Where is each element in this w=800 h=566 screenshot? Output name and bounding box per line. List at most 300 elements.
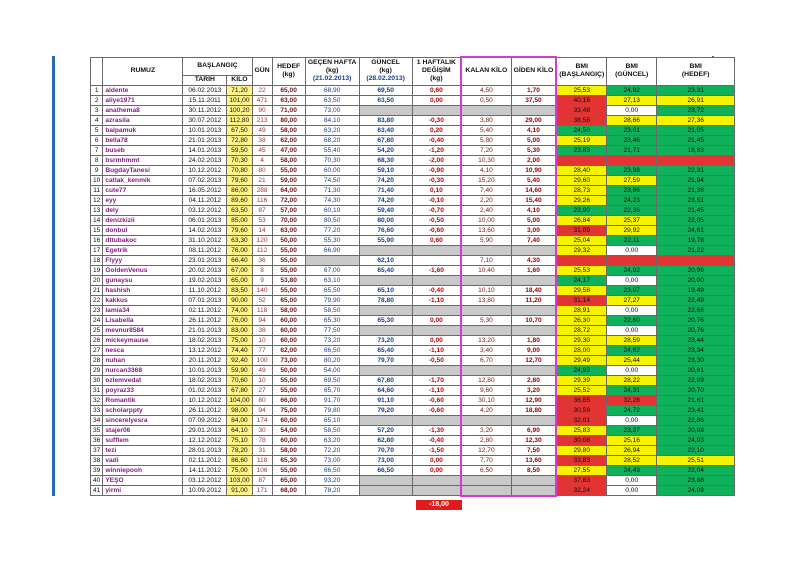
gecen-hafta-cell: 84,10	[305, 115, 359, 125]
bmi-hedef-cell: 23,88	[657, 475, 735, 485]
rumuz-cell: buseb	[103, 145, 183, 155]
bmi-guncel-cell: 22,11	[607, 235, 657, 245]
table-row	[91, 435, 735, 445]
bmi-baslangic-cell: 32,01	[556, 415, 606, 425]
left-edge-bar	[52, 56, 55, 496]
row-index: 8	[91, 155, 103, 165]
rumuz-cell: cute77	[103, 185, 183, 195]
hedef-cell: 73,00	[272, 355, 305, 365]
bmi-hedef-header	[657, 57, 735, 85]
giden-cell: 4,30	[511, 255, 556, 265]
table-row	[91, 255, 735, 265]
hedef-cell: 55,00	[272, 265, 305, 275]
gun-cell: 140	[252, 285, 272, 295]
giden-cell	[511, 485, 556, 496]
kilo-cell: 98,00	[227, 405, 252, 415]
haftalik-cell: -0,30	[412, 175, 461, 185]
bmi-baslangic-cell: 32,24	[556, 485, 606, 496]
kalan-cell: 7,10	[461, 255, 511, 265]
gecen-hafta-cell: 73,00	[305, 455, 359, 465]
gecen-hafta-unit: (kg)	[325, 67, 339, 74]
guncel-cell: 55,90	[359, 235, 412, 245]
bmi-baslangic-sub: (BAŞLANGIÇ)	[559, 71, 605, 78]
guncel-cell: 74,20	[359, 195, 412, 205]
rumuz-cell: balpamuk	[103, 125, 183, 135]
giden-cell	[511, 245, 556, 255]
haftalik-cell: -0,30	[412, 115, 461, 125]
bmi-baslangic-cell: 25,19	[556, 135, 606, 145]
rumuz-cell: hashish	[103, 285, 183, 295]
haftalik-cell: -0,60	[412, 395, 461, 405]
kalan-cell: 10,30	[461, 155, 511, 165]
gecen-hafta-cell: 65,70	[305, 385, 359, 395]
hedef-cell: 58,00	[272, 155, 305, 165]
gecen-hafta-cell: 73,00	[305, 105, 359, 115]
kilo-cell: 91,00	[227, 485, 252, 496]
kilo-cell: 63,50	[227, 205, 252, 215]
haftalik-title: 1 HAFTALIK DEĞİŞİM	[416, 59, 456, 74]
rumuz-cell: dttubakoc	[103, 235, 183, 245]
row-index: 18	[91, 255, 103, 265]
haftalik-cell: -0,70	[412, 205, 461, 215]
giden-cell: 6,90	[511, 425, 556, 435]
row-index: 36	[91, 435, 103, 445]
bmi-baslangic-cell: 29,58	[556, 285, 606, 295]
bmi-guncel-cell: 22,36	[607, 205, 657, 215]
row-index: 19	[91, 265, 103, 275]
rumuz-cell: GoldenVenus	[103, 265, 183, 275]
kalan-cell: 2,20	[461, 195, 511, 205]
gun-cell: 171	[252, 485, 272, 496]
tarih-cell: 19.02.2013	[183, 275, 227, 285]
rumuz-cell: YEŞO	[103, 475, 183, 485]
haftalik-cell: -1,60	[412, 265, 461, 275]
kalan-cell: 10,40	[461, 265, 511, 275]
gecen-hafta-cell: 66,50	[305, 465, 359, 475]
row-index: 13	[91, 205, 103, 215]
bmi-baslangic-cell: 29,49	[556, 355, 606, 365]
bmi-guncel-cell: 23,98	[607, 165, 657, 175]
bmi-hedef-cell: 22,10	[657, 445, 735, 455]
tarih-cell: 21.01.2013	[183, 325, 227, 335]
haftalik-cell: -0,90	[412, 165, 461, 175]
hedef-cell: 50,00	[272, 365, 305, 375]
tarih-cell: 23.01.2013	[183, 255, 227, 265]
table-row	[91, 125, 735, 135]
bmi-guncel-header	[607, 57, 657, 85]
tarih-cell: 10.12.2012	[183, 395, 227, 405]
gun-cell: 288	[252, 185, 272, 195]
gecen-hafta-cell: 68,20	[305, 135, 359, 145]
kalan-cell: 7,70	[461, 455, 511, 465]
kilo-cell: 75,00	[227, 465, 252, 475]
guncel-cell: 76,60	[359, 225, 412, 235]
kalan-cell: 13,20	[461, 335, 511, 345]
bmi-hedef-cell: 24,09	[657, 485, 735, 496]
row-index: 22	[91, 295, 103, 305]
bmi-guncel-cell: 0,00	[607, 275, 657, 285]
gecen-hafta-cell: 79,90	[305, 295, 359, 305]
hedef-cell: 65,00	[272, 295, 305, 305]
giden-cell	[511, 275, 556, 285]
kalan-cell: 5,90	[461, 235, 511, 245]
gun-cell: 78	[252, 435, 272, 445]
kilo-cell: 74,00	[227, 305, 252, 315]
bmi-guncel-cell: 27,27	[607, 295, 657, 305]
guncel-cell: 80,00	[359, 215, 412, 225]
tarih-cell: 18.02.2013	[183, 335, 227, 345]
guncel-cell: 63,50	[359, 95, 412, 105]
gun-cell: 10	[252, 375, 272, 385]
bmi-hedef-cell: 21,45	[657, 135, 735, 145]
gecen-hafta-cell: 63,50	[305, 95, 359, 105]
haftalik-cell	[412, 475, 461, 485]
guncel-cell: 68,30	[359, 155, 412, 165]
haftalik-cell: -1,70	[412, 375, 461, 385]
haftalik-cell	[412, 305, 461, 315]
hedef-cell: 53,80	[272, 275, 305, 285]
hedef-cell: 68,00	[272, 485, 305, 496]
bmi-hedef-cell: 23,51	[657, 195, 735, 205]
giden-cell: 12,70	[511, 355, 556, 365]
gun-cell: 49	[252, 125, 272, 135]
bmi-guncel-cell: 24,72	[607, 405, 657, 415]
hedef-cell: 70,00	[272, 215, 305, 225]
gecen-hafta-cell: 65,50	[305, 285, 359, 295]
gecen-hafta-cell: 70,30	[305, 155, 359, 165]
haftalik-cell: -0,40	[412, 135, 461, 145]
hedef-cell: 58,00	[272, 305, 305, 315]
gun-cell: 90	[252, 105, 272, 115]
bmi-hedef-cell: 19,78	[657, 235, 735, 245]
kalan-cell: 2,80	[461, 435, 511, 445]
rumuz-cell: anathema8	[103, 105, 183, 115]
tarih-cell: 14.11.2012	[183, 465, 227, 475]
rumuz-cell: azrasila	[103, 115, 183, 125]
haftalik-cell: 0,20	[412, 125, 461, 135]
kalan-cell: 7,40	[461, 185, 511, 195]
bmi-hedef-cell: 20,81	[657, 365, 735, 375]
kilo-cell: 70,60	[227, 375, 252, 385]
row-index: 15	[91, 225, 103, 235]
gecen-hafta-title: GEÇEN HAFTA	[307, 59, 357, 66]
gecen-hafta-cell: 77,20	[305, 225, 359, 235]
bmi-hedef-cell: 23,34	[657, 345, 735, 355]
kalan-cell: 3,80	[461, 115, 511, 125]
kilo-cell: 76,00	[227, 315, 252, 325]
gecen-hafta-cell: 58,50	[305, 305, 359, 315]
kilo-cell: 67,00	[227, 265, 252, 275]
gecen-hafta-date: (21.02.2013)	[312, 75, 352, 82]
bmi-baslangic-cell: 23,90	[556, 205, 606, 215]
bmi-guncel-cell: 24,92	[607, 265, 657, 275]
row-index: 30	[91, 375, 103, 385]
guncel-cell: 64,60	[359, 385, 412, 395]
haftalik-cell: 0,10	[412, 185, 461, 195]
giden-cell	[511, 475, 556, 485]
giden-cell	[511, 325, 556, 335]
kalan-cell	[461, 245, 511, 255]
bmi-baslangic-cell: 29,60	[556, 175, 606, 185]
bmi-hedef-cell: 23,30	[657, 355, 735, 365]
bmi-baslangic-cell: 25,04	[556, 235, 606, 245]
giden-cell: 7,40	[511, 235, 556, 245]
kilo-cell: 104,00	[227, 395, 252, 405]
row-index: 6	[91, 135, 103, 145]
hedef-cell: 55,00	[272, 385, 305, 395]
gecen-hafta-header	[305, 57, 359, 85]
hedef-cell: 55,00	[272, 375, 305, 385]
hedef-cell: 65,00	[272, 85, 305, 95]
kalan-cell: 3,40	[461, 345, 511, 355]
haftalik-unit: (kg)	[430, 75, 443, 82]
rumuz-cell: BugdayTanesi	[103, 165, 183, 175]
bmi-hedef-cell: 18,83	[657, 145, 735, 155]
guncel-cell	[359, 305, 412, 315]
bmi-guncel-cell: 28,52	[607, 455, 657, 465]
gun-cell: 94	[252, 315, 272, 325]
bmi-hedef-cell: 22,89	[657, 375, 735, 385]
tarih-cell: 10.12.2012	[183, 165, 227, 175]
giden-cell: 12,30	[511, 435, 556, 445]
gun-header: GÜN	[252, 57, 272, 85]
tarih-header: TARİH	[183, 75, 227, 85]
kalan-cell: 9,60	[461, 385, 511, 395]
hedef-cell: 63,00	[272, 225, 305, 235]
haftalik-cell: 0,00	[412, 455, 461, 465]
hedef-cell: 60,00	[272, 335, 305, 345]
bmi-baslangic-cell: 30,08	[556, 435, 606, 445]
tarih-cell: 13.12.2012	[183, 345, 227, 355]
hedef-cell: 55,00	[272, 245, 305, 255]
haftalik-cell: -1,20	[412, 145, 461, 155]
guncel-cell: 73,00	[359, 455, 412, 465]
row-index: 4	[91, 115, 103, 125]
guncel-cell: 73,20	[359, 335, 412, 345]
gecen-hafta-cell: 73,20	[305, 335, 359, 345]
bmi-baslangic-cell: 29,80	[556, 445, 606, 455]
kalan-cell: 10,10	[461, 285, 511, 295]
haftalik-cell	[412, 275, 461, 285]
guncel-cell: 66,50	[359, 465, 412, 475]
kalan-cell: 6,70	[461, 355, 511, 365]
bmi-baslangic-header	[556, 57, 606, 85]
guncel-cell: 79,20	[359, 405, 412, 415]
table-row	[91, 395, 735, 405]
rumuz-cell: sufflem	[103, 435, 183, 445]
bmi-guncel-cell: 23,27	[607, 425, 657, 435]
guncel-cell: 65,30	[359, 315, 412, 325]
row-index: 27	[91, 345, 103, 355]
haftalik-cell	[412, 415, 461, 425]
table-row	[91, 275, 735, 285]
tarih-cell: 26.11.2012	[183, 315, 227, 325]
bmi-guncel-cell: 0,00	[607, 245, 657, 255]
kilo-cell: 65,00	[227, 275, 252, 285]
guncel-cell: 65,40	[359, 265, 412, 275]
guncel-cell: 59,10	[359, 165, 412, 175]
index-header	[91, 57, 103, 85]
kilo-cell: 59,50	[227, 145, 252, 155]
guncel-cell: 67,80	[359, 375, 412, 385]
gecen-hafta-cell: 93,20	[305, 475, 359, 485]
bmi-baslangic-cell: 28,91	[556, 305, 606, 315]
giden-cell: 10,90	[511, 165, 556, 175]
bmi-hedef-cell: 21,22	[657, 245, 735, 255]
row-index: 38	[91, 455, 103, 465]
hedef-cell: 60,00	[272, 415, 305, 425]
hedef-cell: 50,00	[272, 235, 305, 245]
haftalik-cell: 0,00	[412, 335, 461, 345]
rumuz-cell: stajer06	[103, 425, 183, 435]
table-row	[91, 145, 735, 155]
gecen-hafta-cell: 77,50	[305, 325, 359, 335]
guncel-cell	[359, 415, 412, 425]
tarih-cell: 18.02.2013	[183, 375, 227, 385]
bmi-guncel-cell: 27,59	[607, 175, 657, 185]
gecen-hafta-cell: 65,30	[305, 315, 359, 325]
kalan-cell	[461, 365, 511, 375]
guncel-cell: 69,50	[359, 85, 412, 95]
giden-cell: 15,40	[511, 195, 556, 205]
tarih-cell: 10.01.2013	[183, 125, 227, 135]
gun-cell: 52	[252, 295, 272, 305]
bmi-guncel-cell: 24,92	[607, 85, 657, 95]
guncel-cell: 54,20	[359, 145, 412, 155]
kalan-cell: 5,80	[461, 135, 511, 145]
bmi-guncel-cell: 32,28	[607, 395, 657, 405]
haftalik-cell: -0,10	[412, 195, 461, 205]
guncel-cell: 59,40	[359, 205, 412, 215]
bmi-guncel-cell: 24,62	[607, 345, 657, 355]
row-index: 10	[91, 175, 103, 185]
row-index: 29	[91, 365, 103, 375]
bmi-hedef-cell: 22,04	[657, 465, 735, 475]
bmi-guncel-cell: 23,07	[607, 285, 657, 295]
kalan-header: KALAN KİLO	[461, 57, 511, 85]
bmi-baslangic-cell: 27,55	[556, 465, 606, 475]
table-row	[91, 415, 735, 425]
tarih-cell: 24.02.2013	[183, 155, 227, 165]
table-row	[91, 235, 735, 245]
bmi-hedef-cell: 22,31	[657, 165, 735, 175]
table-row	[91, 315, 735, 325]
table-row	[91, 365, 735, 375]
row-index: 24	[91, 315, 103, 325]
guncel-cell: 70,70	[359, 445, 412, 455]
hedef-cell: 57,00	[272, 205, 305, 215]
haftalik-cell: -1,10	[412, 385, 461, 395]
bmi-hedef-cell: 20,70	[657, 385, 735, 395]
hedef-cell: 59,00	[272, 175, 305, 185]
hedef-cell: 64,00	[272, 185, 305, 195]
table-row	[91, 405, 735, 415]
tarih-cell: 07.09.2012	[183, 415, 227, 425]
row-index: 5	[91, 125, 103, 135]
row-index: 41	[91, 485, 103, 496]
bmi-baslangic-cell: 29,39	[556, 375, 606, 385]
gecen-hafta-cell: 63,10	[305, 275, 359, 285]
gun-cell: 27	[252, 385, 272, 395]
rumuz-cell: kakkus	[103, 295, 183, 305]
haftalik-cell	[412, 245, 461, 255]
rumuz-cell: nesca	[103, 345, 183, 355]
bmi-baslangic-cell: 38,58	[556, 115, 606, 125]
hedef-cell: 65,00	[272, 475, 305, 485]
kilo-cell: 101,00	[227, 95, 252, 105]
kilo-cell: 83,50	[227, 285, 252, 295]
kalan-cell	[461, 475, 511, 485]
kilo-cell: 76,00	[227, 245, 252, 255]
bmi-guncel-cell: 0,00	[607, 305, 657, 315]
kalan-cell: 7,20	[461, 145, 511, 155]
gecen-hafta-cell: 74,30	[305, 195, 359, 205]
rumuz-cell: scholarppty	[103, 405, 183, 415]
tarih-cell: 01.02.2013	[183, 385, 227, 395]
haftalik-cell	[412, 485, 461, 496]
gun-cell: 118	[252, 305, 272, 315]
gecen-hafta-cell: 71,30	[305, 185, 359, 195]
giden-cell: 5,00	[511, 135, 556, 145]
kilo-cell: 70,80	[227, 165, 252, 175]
giden-cell: 29,00	[511, 115, 556, 125]
kalan-cell: 30,10	[461, 395, 511, 405]
rumuz-cell: Romantik	[103, 395, 183, 405]
bmi-baslangic-cell: 25,52	[556, 385, 606, 395]
bmi-guncel-cell: 21,71	[607, 145, 657, 155]
tarih-cell: 02.11.2012	[183, 305, 227, 315]
bmi-guncel-cell: 22,60	[607, 315, 657, 325]
giden-cell: 5,40	[511, 175, 556, 185]
gun-cell: 80	[252, 395, 272, 405]
bmi-hedef-cell: 22,49	[657, 295, 735, 305]
bmi-hedef-cell: 19,49	[657, 285, 735, 295]
table-row	[91, 95, 735, 105]
kilo-cell: 79,60	[227, 225, 252, 235]
guncel-cell: 63,40	[359, 125, 412, 135]
giden-cell	[511, 365, 556, 375]
gecen-hafta-cell: 63,20	[305, 125, 359, 135]
haftalik-cell: -0,40	[412, 435, 461, 445]
bmi-hedef-cell: 24,03	[657, 435, 735, 445]
bmi-baslangic-cell: 25,53	[556, 265, 606, 275]
bmi-guncel-cell: 0,00	[607, 105, 657, 115]
baslangic-header: BAŞLANGIÇ	[183, 57, 252, 75]
bmi-guncel-cell: 0,00	[607, 475, 657, 485]
bmi-hedef-cell: 20,96	[657, 265, 735, 275]
gecen-hafta-cell: 65,10	[305, 415, 359, 425]
row-index: 37	[91, 445, 103, 455]
guncel-cell	[359, 275, 412, 285]
tarih-cell: 20.11.2012	[183, 355, 227, 365]
rumuz-cell: gunaysu	[103, 275, 183, 285]
rumuz-cell: bella78	[103, 135, 183, 145]
giden-cell: 5,30	[511, 145, 556, 155]
guncel-cell: 91,10	[359, 395, 412, 405]
bmi-guncel-cell: 28,66	[607, 115, 657, 125]
gun-cell: 112	[252, 245, 272, 255]
gun-cell: 118	[252, 455, 272, 465]
bmi-baslangic-title: BMI	[575, 63, 588, 70]
row-index: 1	[91, 85, 103, 95]
kalan-cell: 5,30	[461, 315, 511, 325]
hedef-cell: 66,00	[272, 395, 305, 405]
haftalik-cell: 0,00	[412, 465, 461, 475]
hedef-cell: 54,00	[272, 425, 305, 435]
bmi-baslangic-cell: 33,48	[556, 105, 606, 115]
guncel-cell: 57,20	[359, 425, 412, 435]
table-body	[91, 85, 735, 496]
